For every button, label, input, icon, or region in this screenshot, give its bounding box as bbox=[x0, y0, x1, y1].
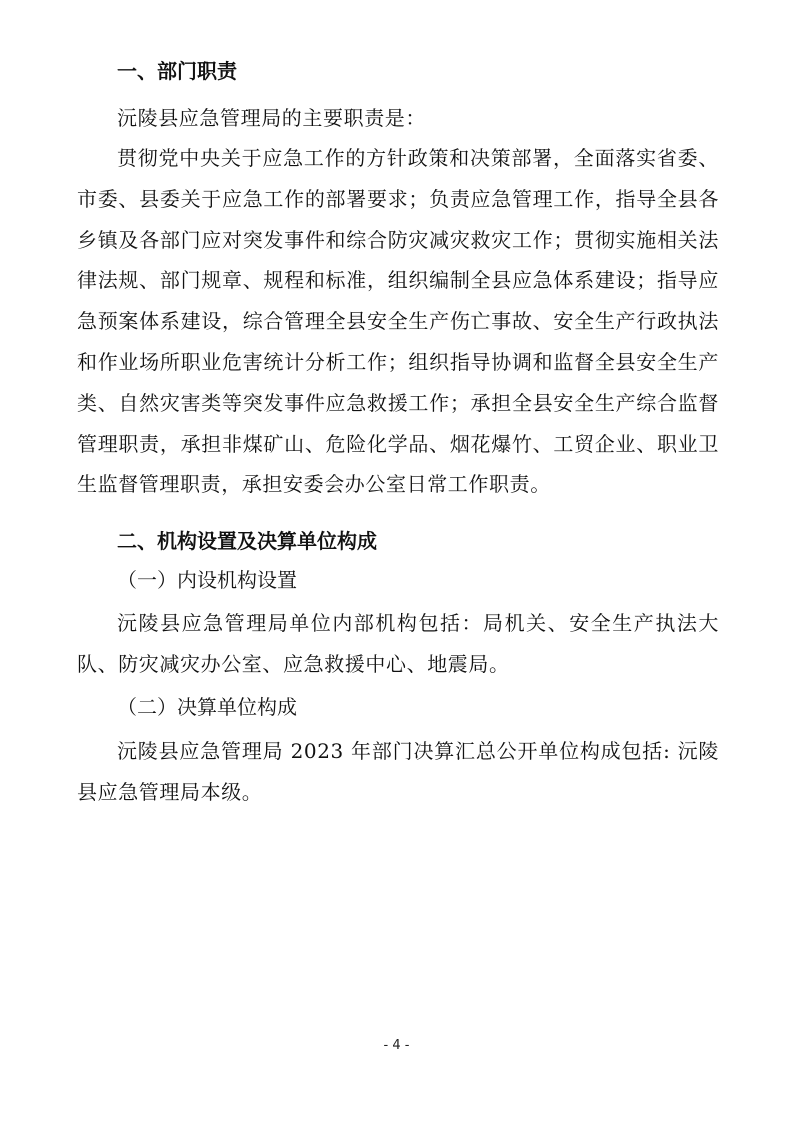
subheading-internal-structure: （一）内设机构设置 bbox=[117, 568, 297, 592]
section-heading-organization: 二、机构设置及决算单位构成 bbox=[117, 529, 377, 553]
paragraph-duties-body: 贯彻党中央关于应急工作的方针政策和决策部署，全面落实省委、市委、县委关于应急工作的部署要求；负责应急管理工作，指导全县各乡镇及各部门应对突发事件和综合防灾减灾救灾工作；贯彻实施相关法律法规、部门规章、规程和标准，组织编制全县应急体系建设；指导应急预案体系建设，综合管理全县安全生产伤亡事故、安全生产行政执法和作业场所职业危害统计分析工作；组织指导协调和监督全县安全生产类、自然灾害类等突发事件应急救援工作；承担全县安全生产综合监督管理职责，承担非煤矿山、危险化学品、烟花爆竹、工贸企业、职业卫生监督管理职责，承担安委会办公室日常工作职责。 bbox=[77, 146, 719, 497]
section-heading-department-duties: 一、部门职责 bbox=[117, 59, 237, 83]
paragraph-duties-intro: 沅陵县应急管理局的主要职责是： bbox=[117, 106, 426, 130]
paragraph-internal-structure: 沅陵县应急管理局单位内部机构包括：局机关、安全生产执法大队、防灾减灾办公室、应急救援中心、地震局。 bbox=[77, 611, 719, 676]
paragraph-reporting-units: 沅陵县应急管理局 2023 年部门决算汇总公开单位构成包括: 沅陵县应急管理局本级。 bbox=[77, 739, 719, 804]
page-number: - 4 - bbox=[383, 1038, 410, 1053]
subheading-reporting-units: （二）决算单位构成 bbox=[117, 695, 297, 719]
